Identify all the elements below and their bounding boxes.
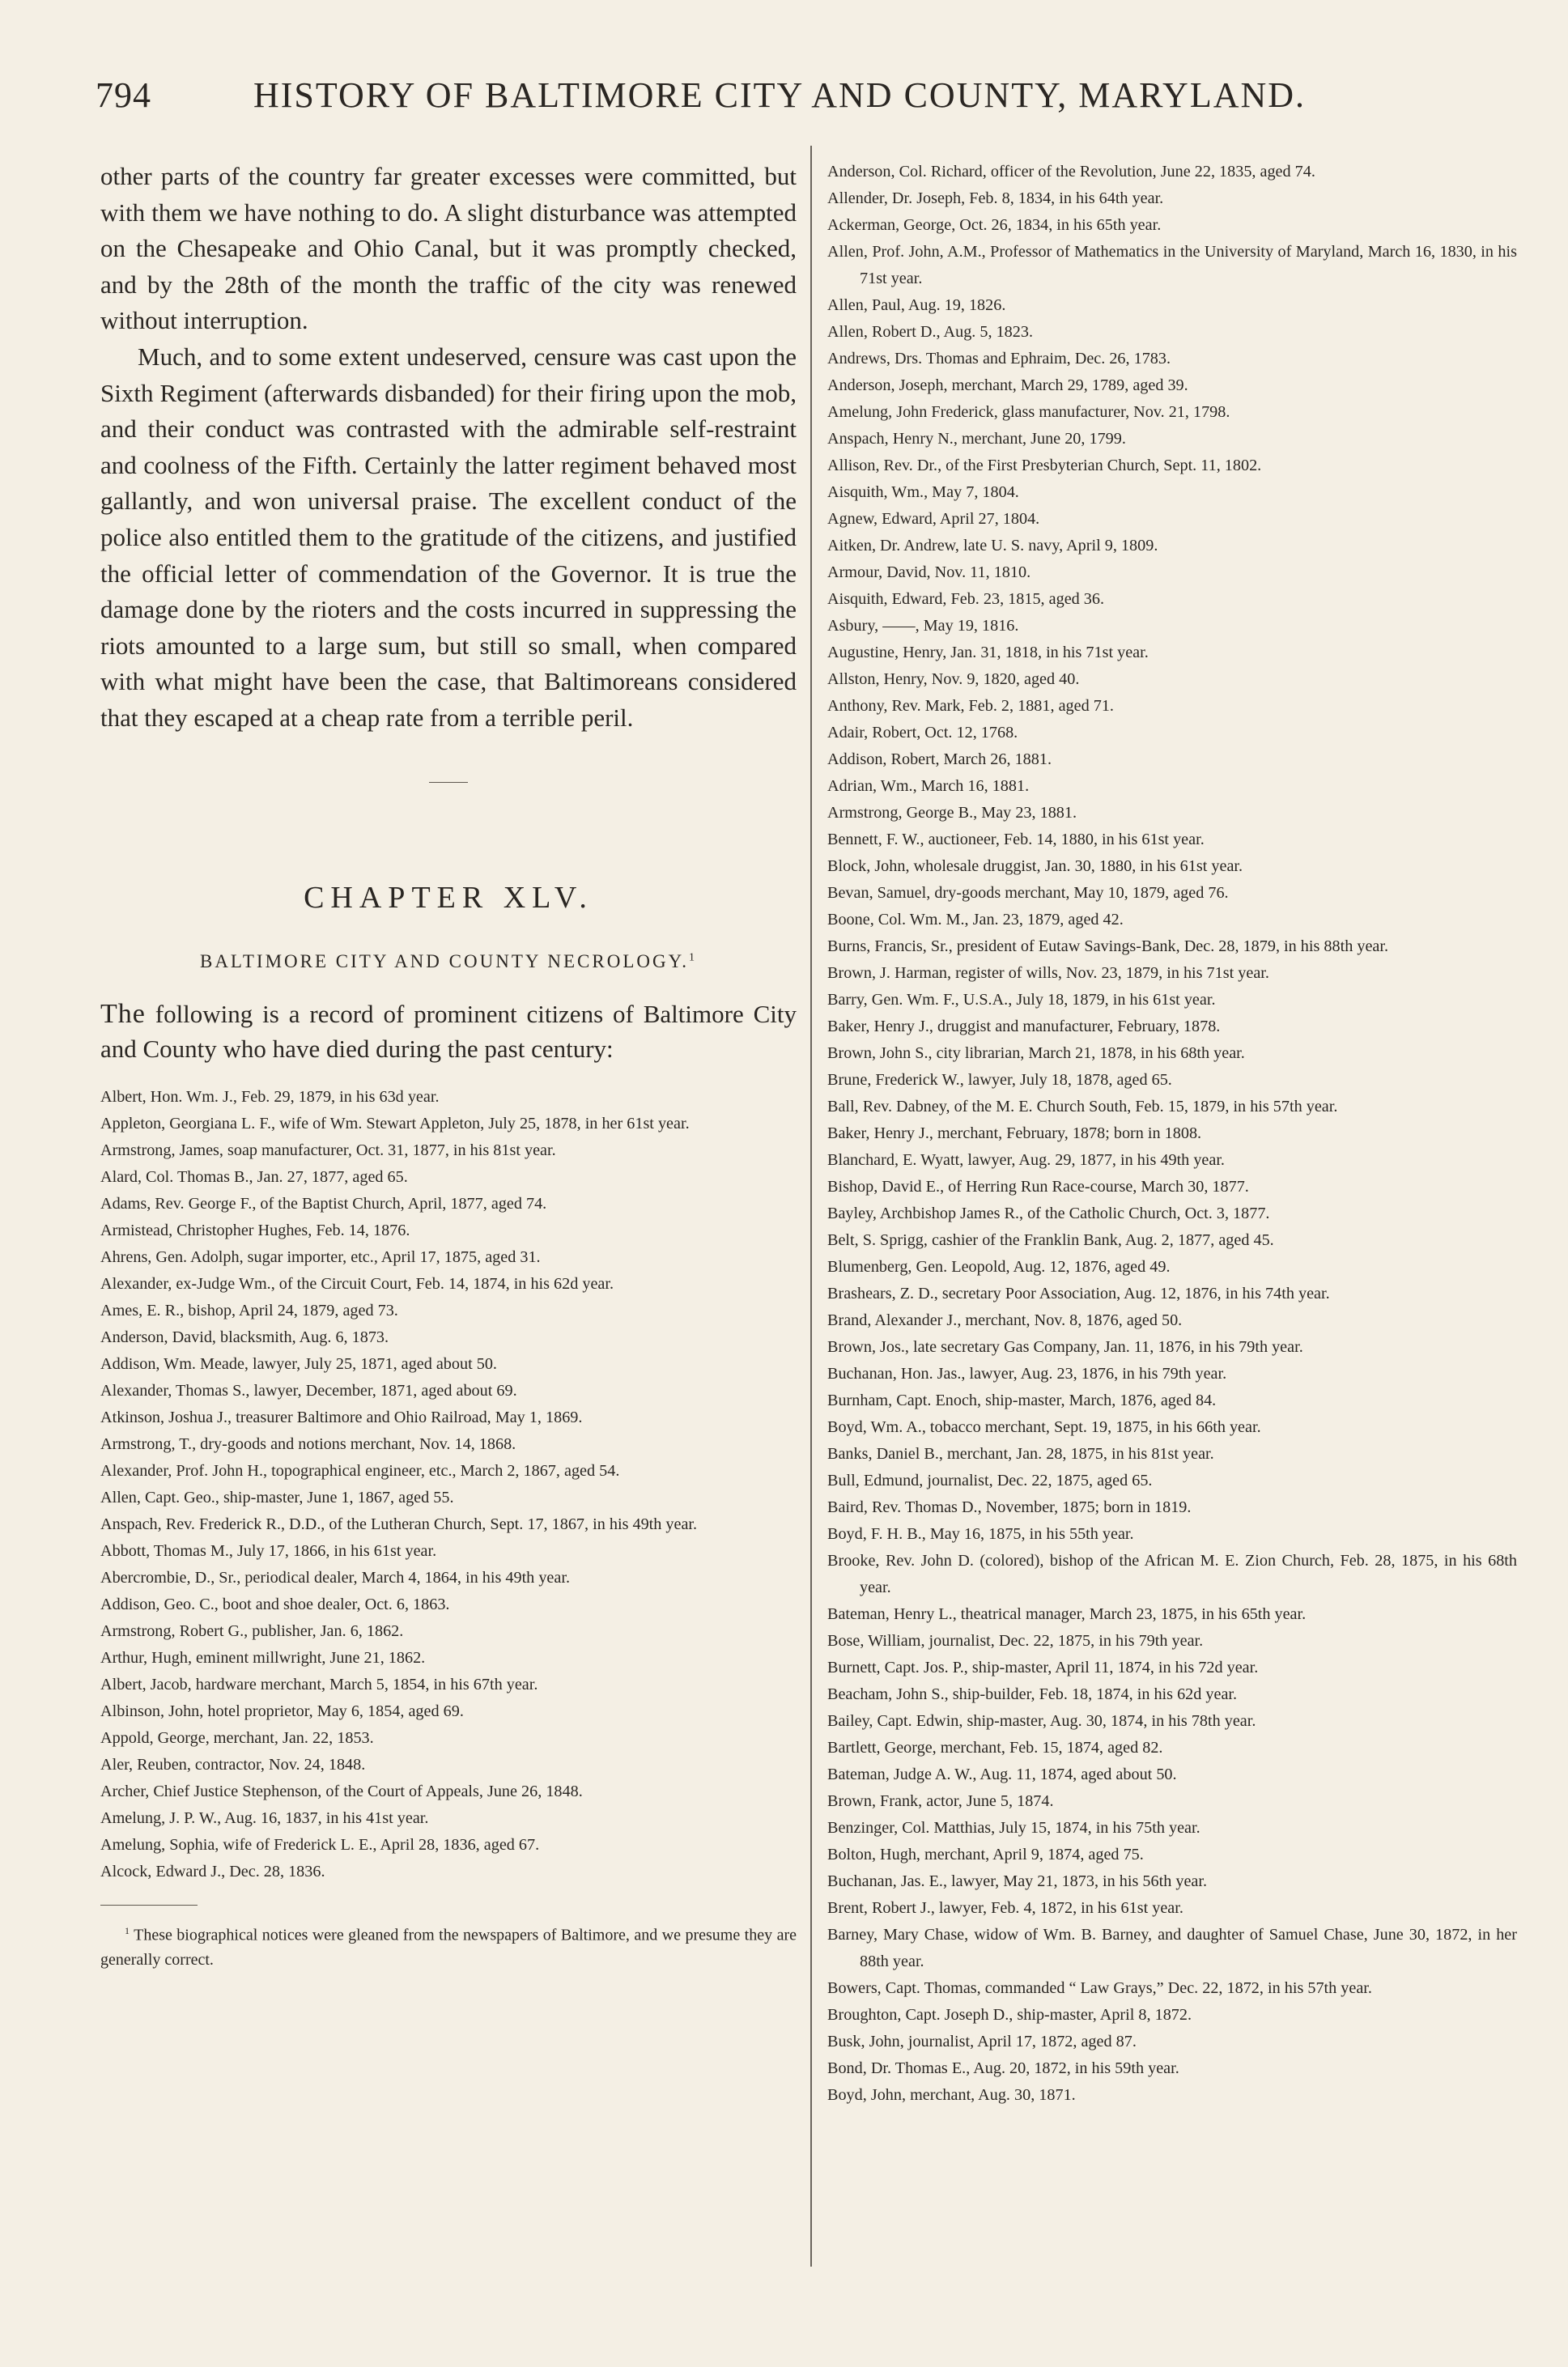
necrology-entry: Bevan, Samuel, dry-goods merchant, May 10, 1879, aged 76. [827,884,1229,902]
body-paragraph: Much, and to some extent undeserved, censure was cast upon the Sixth Regiment (afterwards disbanded) for their firing upon the mob, and their conduct was contrasted with the admirable self-restraint and coolness of the Fifth. Certainly the latter regiment behaved most gallantly, and won universal praise. The excellent conduct of the police also entitled them to the gratitude of the citizens, and justified the official letter of commendation of the Governor. It is true the damage done by the rioters and the costs incurred in suppressing the riots amounted to a large sum, but still so small, when compared with what might have been the case, that Baltimoreans considered that they escaped at a cheap rate from a terrible peril. [100,342,797,732]
body-paragraph: other parts of the country far greater excesses were committed, but with them we have nothing to do. A slight disturbance was attempted on the Chesapeake and Ohio Canal, but it was promptly checked, and by the 28th of the month the traffic of the city was renewed without interruption. [100,162,797,335]
necrology-entry: Belt, S. Sprigg, cashier of the Franklin Bank, Aug. 2, 1877, aged 45. [827,1231,1274,1249]
necrology-list-left [100,1084,797,1885]
chapter-title: CHAPTER XLV. [304,880,593,915]
necrology-entry: Addison, Wm. Meade, lawyer, July 25, 1871, aged about 50. [100,1354,497,1373]
necrology-entry: Buchanan, Hon. Jas., lawyer, Aug. 23, 1876, in his 79th year. [827,1365,1227,1383]
necrology-entry: Allen, Prof. John, A.M., Professor of Mathematics in the University of Maryland, March 16, 1830, in his 71st year. [827,243,1517,287]
necrology-entry: Ball, Rev. Dabney, of the M. E. Church South, Feb. 15, 1879, in his 57th year. [827,1098,1338,1116]
necrology-entry: Atkinson, Joshua J., treasurer Baltimore and Ohio Railroad, May 1, 1869. [100,1408,583,1426]
necrology-entry: Bose, William, journalist, Dec. 22, 1875, in his 79th year. [827,1632,1204,1650]
necrology-entry: Brown, Frank, actor, June 5, 1874. [827,1792,1054,1810]
necrology-entry: Anderson, Col. Richard, officer of the Revolution, June 22, 1835, aged 74. [827,163,1315,181]
necrology-entry: Allen, Capt. Geo., ship-master, June 1, 1867, aged 55. [100,1488,454,1506]
necrology-entry: Asbury, ——, May 19, 1816. [827,617,1019,635]
necrology-entry: Albinson, John, hotel proprietor, May 6, 1854, aged 69. [100,1702,464,1720]
intro-text: following is a record of prominent citizens of Baltimore City and County who have died during the past century: [100,999,797,1063]
necrology-entry: Augustine, Henry, Jan. 31, 1818, in his 71st year. [827,644,1149,661]
necrology-entry: Anderson, David, blacksmith, Aug. 6, 1873. [100,1328,389,1346]
necrology-entry: Bull, Edmund, journalist, Dec. 22, 1875, aged 65. [827,1472,1153,1489]
necrology-entry: Anspach, Rev. Frederick R., D.D., of the Lutheran Church, Sept. 17, 1867, in his 49th year. [100,1515,698,1533]
necrology-entry: Baird, Rev. Thomas D., November, 1875; born in 1819. [827,1498,1192,1516]
necrology-entry: Adair, Robert, Oct. 12, 1768. [827,724,1018,742]
necrology-entry: Alexander, Prof. John H., topographical engineer, etc., March 2, 1867, aged 54. [100,1461,620,1480]
necrology-entry: Armstrong, Robert G., publisher, Jan. 6, 1862. [100,1621,404,1640]
necrology-entry: Baker, Henry J., druggist and manufacturer, February, 1878. [827,1018,1221,1035]
necrology-entry: Aisquith, Edward, Feb. 23, 1815, aged 36. [827,590,1105,608]
necrology-entry: Andrews, Drs. Thomas and Ephraim, Dec. 26, 1783. [827,350,1171,368]
right-column [827,159,1517,2109]
necrology-entry: Allen, Robert D., Aug. 5, 1823. [827,323,1034,341]
necrology-entry: Brooke, Rev. John D. (colored), bishop of the African M. E. Zion Church, Feb. 28, 1875, in his 68th year. [827,1552,1517,1596]
necrology-entry: Beacham, John S., ship-builder, Feb. 18, 1874, in his 62d year. [827,1685,1238,1703]
necrology-entry: Amelung, John Frederick, glass manufacturer, Nov. 21, 1798. [827,403,1230,421]
footnote [100,1919,797,1974]
necrology-entry: Ackerman, George, Oct. 26, 1834, in his 65th year. [827,216,1162,234]
necrology-entry: Arthur, Hugh, eminent millwright, June 21, 1862. [100,1648,426,1667]
necrology-entry: Brown, John S., city librarian, March 21, 1878, in his 68th year. [827,1044,1245,1062]
necrology-entry: Boyd, F. H. B., May 16, 1875, in his 55th year. [827,1525,1134,1543]
necrology-entry: Bateman, Judge A. W., Aug. 11, 1874, aged about 50. [827,1766,1177,1783]
necrology-entry: Amelung, Sophia, wife of Frederick L. E., April 28, 1836, aged 67. [100,1835,540,1854]
necrology-entry: Benzinger, Col. Matthias, July 15, 1874, in his 75th year. [827,1819,1200,1837]
necrology-entry: Baker, Henry J., merchant, February, 1878; born in 1808. [827,1124,1202,1142]
page-header [96,74,1342,116]
necrology-entry: Albert, Hon. Wm. J., Feb. 29, 1879, in his 63d year. [100,1087,440,1106]
necrology-entry: Bayley, Archbishop James R., of the Catholic Church, Oct. 3, 1877. [827,1205,1270,1222]
necrology-entry: Blumenberg, Gen. Leopold, Aug. 12, 1876, aged 49. [827,1258,1171,1276]
necrology-entry: Bartlett, George, merchant, Feb. 15, 1874, aged 82. [827,1739,1163,1757]
necrology-entry: Albert, Jacob, hardware merchant, March 5, 1854, in his 67th year. [100,1675,538,1693]
necrology-entry: Barry, Gen. Wm. F., U.S.A., July 18, 1879, in his 61st year. [827,991,1216,1009]
necrology-entry: Brune, Frederick W., lawyer, July 18, 1878, aged 65. [827,1071,1172,1089]
left-column [100,159,797,1973]
necrology-entry: Bateman, Henry L., theatrical manager, March 23, 1875, in his 65th year. [827,1605,1307,1623]
necrology-entry: Bowers, Capt. Thomas, commanded “ Law Grays,” Dec. 22, 1872, in his 57th year. [827,1979,1372,1997]
necrology-entry: Aler, Reuben, contractor, Nov. 24, 1848. [100,1755,366,1774]
necrology-entry: Alard, Col. Thomas B., Jan. 27, 1877, aged 65. [100,1167,408,1186]
necrology-entry: Abercrombie, D., Sr., periodical dealer, March 4, 1864, in his 49th year. [100,1568,570,1587]
necrology-entry: Blanchard, E. Wyatt, lawyer, Aug. 29, 1877, in his 49th year. [827,1151,1225,1169]
necrology-entry: Adams, Rev. George F., of the Baptist Church, April, 1877, aged 74. [100,1194,547,1213]
footnote-text: These biographical notices were gleaned from the newspapers of Baltimore, and we presume they are generally correct. [100,1926,797,1970]
necrology-entry: Brown, J. Harman, register of wills, Nov. 23, 1879, in his 71st year. [827,964,1269,982]
necrology-entry: Barney, Mary Chase, widow of Wm. B. Barney, and daughter of Samuel Chase, June 30, 1872, in her 88th year. [827,1926,1517,1970]
necrology-entry: Bailey, Capt. Edwin, ship-master, Aug. 30, 1874, in his 78th year. [827,1712,1256,1730]
necrology-entry: Agnew, Edward, April 27, 1804. [827,510,1040,528]
necrology-entry: Allison, Rev. Dr., of the First Presbyterian Church, Sept. 11, 1802. [827,457,1262,474]
necrology-entry: Broughton, Capt. Joseph D., ship-master, April 8, 1872. [827,2006,1192,2024]
necrology-entry: Block, John, wholesale druggist, Jan. 30, 1880, in his 61st year. [827,857,1243,875]
necrology-entry: Buchanan, Jas. E., lawyer, May 21, 1873, in his 56th year. [827,1872,1208,1890]
necrology-entry: Amelung, J. P. W., Aug. 16, 1837, in his 41st year. [100,1808,429,1827]
necrology-entry: Alexander, Thomas S., lawyer, December, 1871, aged about 69. [100,1381,517,1400]
necrology-entry: Addison, Robert, March 26, 1881. [827,750,1052,768]
necrology-entry: Armstrong, James, soap manufacturer, Oct. 31, 1877, in his 81st year. [100,1141,556,1159]
necrology-entry: Adrian, Wm., March 16, 1881. [827,777,1030,795]
necrology-entry: Brand, Alexander J., merchant, Nov. 8, 1876, aged 50. [827,1311,1183,1329]
necrology-entry: Ahrens, Gen. Adolph, sugar importer, etc., April 17, 1875, aged 31. [100,1247,541,1266]
section-rule [429,782,468,783]
necrology-entry: Burnham, Capt. Enoch, ship-master, March, 1876, aged 84. [827,1392,1217,1409]
necrology-entry: Anspach, Henry N., merchant, June 20, 1799. [827,430,1126,448]
necrology-entry: Addison, Geo. C., boot and shoe dealer, Oct. 6, 1863. [100,1595,450,1613]
necrology-entry: Appold, George, merchant, Jan. 22, 1853. [100,1728,374,1747]
necrology-entry: Bennett, F. W., auctioneer, Feb. 14, 1880, in his 61st year. [827,831,1205,848]
footnote-mark: 1 [125,1924,130,1936]
necrology-entry: Armistead, Christopher Hughes, Feb. 14, 1876. [100,1221,410,1239]
necrology-entry: Boyd, Wm. A., tobacco merchant, Sept. 19, 1875, in his 66th year. [827,1418,1261,1436]
necrology-entry: Bishop, David E., of Herring Run Race-course, March 30, 1877. [827,1178,1249,1196]
necrology-entry: Abbott, Thomas M., July 17, 1866, in his 61st year. [100,1541,437,1560]
necrology-entry: Bond, Dr. Thomas E., Aug. 20, 1872, in his 59th year. [827,2059,1179,2077]
necrology-entry: Allender, Dr. Joseph, Feb. 8, 1834, in his 64th year. [827,189,1164,207]
necrology-entry: Burnett, Capt. Jos. P., ship-master, April 11, 1874, in his 72d year. [827,1659,1259,1676]
necrology-entry: Allston, Henry, Nov. 9, 1820, aged 40. [827,670,1080,688]
necrology-entry: Anderson, Joseph, merchant, March 29, 1789, aged 39. [827,376,1188,394]
necrology-entry: Armstrong, George B., May 23, 1881. [827,804,1077,822]
intro-lead-word: The [100,998,146,1029]
necrology-entry: Banks, Daniel B., merchant, Jan. 28, 1875, in his 81st year. [827,1445,1214,1463]
necrology-entry: Burns, Francis, Sr., president of Eutaw Savings-Bank, Dec. 28, 1879, in his 88th year. [827,937,1389,955]
chapter-subtitle-text: BALTIMORE CITY AND COUNTY NECROLOGY. [199,950,689,971]
necrology-entry: Aisquith, Wm., May 7, 1804. [827,483,1019,501]
necrology-entry: Boyd, John, merchant, Aug. 30, 1871. [827,2086,1076,2104]
necrology-entry: Ames, E. R., bishop, April 24, 1879, aged 73. [100,1301,398,1319]
footnote-rule [100,1905,198,1906]
necrology-entry: Brent, Robert J., lawyer, Feb. 4, 1872, in his 61st year. [827,1899,1183,1917]
necrology-entry: Busk, John, journalist, April 17, 1872, aged 87. [827,2033,1137,2050]
necrology-entry: Armstrong, T., dry-goods and notions merchant, Nov. 14, 1868. [100,1434,516,1453]
necrology-entry: Bolton, Hugh, merchant, April 9, 1874, aged 75. [827,1846,1144,1863]
chapter-subtitle [100,951,797,972]
footnote-reference: 1 [689,950,697,963]
page-number: 794 [96,75,151,115]
necrology-entry: Brown, Jos., late secretary Gas Company, Jan. 11, 1876, in his 79th year. [827,1338,1303,1356]
column-divider [810,146,812,2267]
necrology-entry: Armour, David, Nov. 11, 1810. [827,563,1031,581]
necrology-entry: Appleton, Georgiana L. F., wife of Wm. Stewart Appleton, July 25, 1878, in her 61st year. [100,1114,690,1133]
necrology-entry: Brashears, Z. D., secretary Poor Association, Aug. 12, 1876, in his 74th year. [827,1285,1330,1302]
necrology-entry: Aitken, Dr. Andrew, late U. S. navy, April 9, 1809. [827,537,1158,555]
necrology-entry: Archer, Chief Justice Stephenson, of the Court of Appeals, June 26, 1848. [100,1782,583,1800]
necrology-entry: Boone, Col. Wm. M., Jan. 23, 1879, aged 42. [827,911,1124,929]
running-title: HISTORY OF BALTIMORE CITY AND COUNTY, MARYLAND. [253,75,1307,115]
necrology-entry: Alexander, ex-Judge Wm., of the Circuit Court, Feb. 14, 1874, in his 62d year. [100,1274,614,1293]
necrology-entry: Alcock, Edward J., Dec. 28, 1836. [100,1862,325,1880]
necrology-entry: Anthony, Rev. Mark, Feb. 2, 1881, aged 71. [827,697,1114,715]
necrology-entry: Allen, Paul, Aug. 19, 1826. [827,296,1006,314]
chapter-intro [100,997,797,1066]
